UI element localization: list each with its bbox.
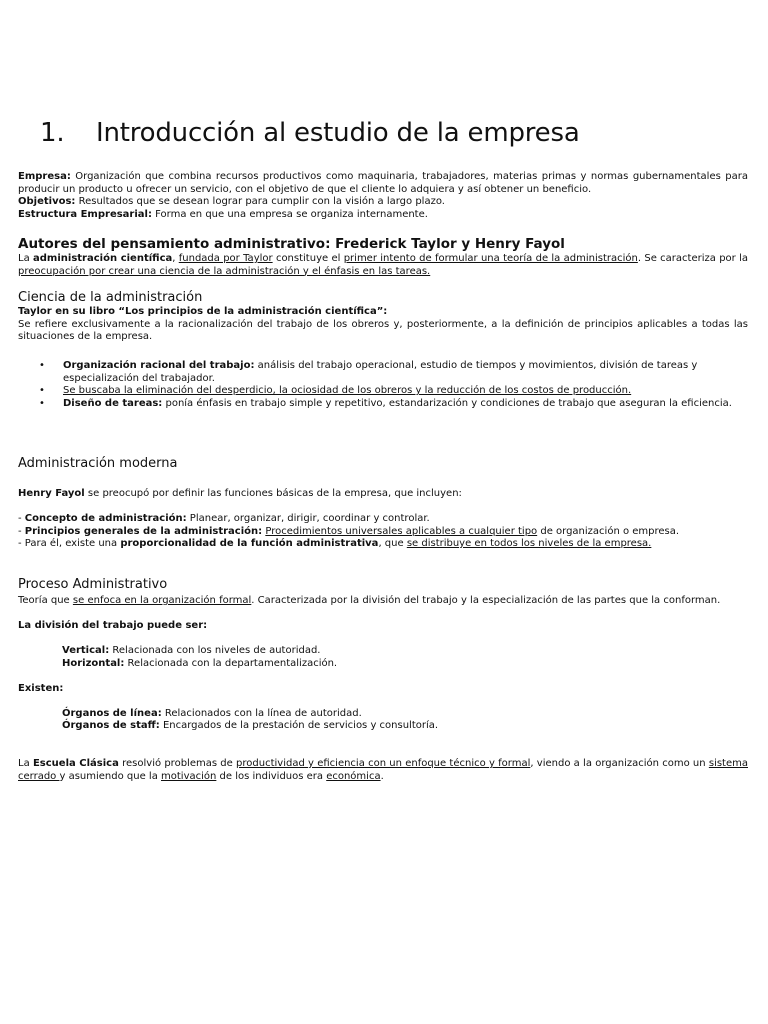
bold-text: Órganos de línea: (62, 707, 162, 719)
list-item (18, 385, 748, 398)
text: ponía énfasis en trabajo simple y repetitivo, estandarización y condiciones de trabajo que aseguran la eficiencia. (162, 397, 732, 409)
page-title (40, 118, 580, 148)
text: - (18, 513, 25, 524)
bold-text: proporcionalidad de la función administrativa (120, 538, 379, 549)
text: Teoría que (18, 595, 73, 606)
list-item (18, 398, 748, 411)
bold-text: Organización racional del trabajo: (63, 360, 255, 371)
fayol-line-principios (18, 526, 748, 539)
bold-text: Horizontal: (62, 657, 125, 669)
bold-text: Concepto de administración: (24, 513, 187, 524)
text: . Se caracteriza por la (637, 253, 748, 264)
text: , viendo a la organización como un (530, 758, 709, 769)
bullet-icon: • (39, 385, 45, 396)
text: y asumiendo que la (59, 770, 162, 782)
term: Empresa: (18, 171, 71, 182)
title-text: Introducción al estudio de la empresa (96, 118, 580, 148)
underlined-text: productividad y eficiencia con un enfoque técnico y formal (236, 758, 531, 769)
bold-text: Escuela Clásica (32, 758, 119, 769)
paragraph-ciencia: Se refiere exclusivamente a la racionalización del trabajo de los obreros y, posteriormente, a la definición de principios aplicables a todas las situaciones de la empresa. (18, 318, 748, 342)
text: de los individuos era (216, 770, 327, 782)
section-heading-moderna: Administración moderna (18, 456, 178, 471)
text: - (18, 525, 25, 537)
paragraph-taylor (18, 253, 748, 278)
definition-text: Resultados que se desean lograr para cumplir con la visión a largo plazo. (75, 196, 445, 207)
text: Encargados de la prestación de servicios y consultoría. (159, 720, 439, 731)
bold-text: Vertical: (62, 645, 110, 656)
definition-objetivos (18, 196, 748, 209)
text: resolvió problemas de (118, 758, 237, 769)
term: Estructura Empresarial: (18, 208, 152, 220)
fayol-line-concepto (18, 513, 748, 526)
underlined-text: se distribuye en todos los niveles de la empresa. (406, 538, 652, 549)
text: de organización o empresa. (537, 525, 680, 537)
bold-text: Órganos de staff: (62, 720, 160, 731)
underlined-text: Se buscaba la eliminación del desperdicio, la ociosidad de los obreros y la reducción de los costos de producción. (63, 385, 632, 396)
bullet-icon: • (39, 397, 45, 409)
underlined-text: económica (326, 770, 381, 782)
list-item (18, 360, 748, 385)
division-horizontal (62, 658, 748, 671)
text: Relacionados con la línea de autoridad. (161, 707, 362, 719)
organos-linea (62, 708, 748, 721)
underlined-text: se enfoca en la organización formal (72, 595, 252, 606)
text: , (172, 253, 179, 264)
underlined-text: sistema cerrado (18, 758, 748, 782)
subtitle-taylor-book: Taylor en su libro “Los principios de la administración científica”: (18, 306, 388, 317)
definition-text: Organización que combina recursos productivos como maquinaria, trabajadores, materias primas y normas gubernamentales para producir un producto u ofrecer un servicio, con el objetivo de que el cliente lo adquiera y así obtener un beneficio. (18, 171, 748, 195)
title-number: 1. (40, 118, 65, 148)
paragraph-proceso (18, 595, 748, 608)
definition-empresa (18, 171, 748, 196)
organos-staff (62, 720, 748, 733)
bold-text: administración científica (33, 253, 173, 264)
text: Relacionada con la departamentalización. (124, 657, 338, 669)
bullet-list (18, 360, 748, 410)
text: análisis del trabajo operacional, estudio de tiempos y movimientos, división de tareas y especialización del trabajador. (63, 360, 698, 384)
text: . Caracterizada por la división del trabajo y la especialización de las partes que la conforman. (251, 595, 721, 606)
text: La (18, 253, 34, 264)
underlined-text: fundada por Taylor (178, 253, 273, 264)
text: se preocupó por definir las funciones básicas de la empresa, que incluyen: (84, 488, 462, 499)
section-heading-autores: Autores del pensamiento administrativo: Frederick Taylor y Henry Fayol (18, 236, 565, 252)
bold-text: Principios generales de la administración: (24, 525, 263, 537)
term: Objetivos: (18, 196, 76, 207)
section-heading-ciencia: Ciencia de la administración (18, 290, 203, 305)
bold-text: Diseño de tareas: (63, 397, 163, 409)
division-label: La división del trabajo puede ser: (18, 620, 208, 631)
text: Planear, organizar, dirigir, coordinar y controlar. (186, 513, 430, 524)
fayol-line-proporcionalidad (18, 538, 748, 551)
paragraph-fayol (18, 488, 748, 501)
definition-text: Forma en que una empresa se organiza internamente. (151, 208, 428, 220)
text: La (18, 758, 33, 769)
underlined-text: primer intento de formular una teoría de la administración (343, 253, 638, 264)
text: . (380, 770, 384, 782)
text: constituye el (272, 253, 344, 264)
existen-label: Existen: (18, 682, 64, 694)
text: , que (378, 538, 407, 549)
paragraph-escuela-clasica (18, 758, 748, 783)
underlined-text: motivación (161, 770, 217, 782)
definition-estructura (18, 209, 748, 222)
underlined-text: preocupación por crear una ciencia de la administración y el énfasis en las tareas. (18, 265, 431, 277)
bullet-icon: • (39, 360, 45, 371)
division-vertical (62, 645, 748, 658)
text: Relacionada con los niveles de autoridad. (109, 645, 321, 656)
text: - Para él, existe una (18, 538, 121, 549)
underlined-text: Procedimientos universales aplicables a cualquier tipo (265, 525, 538, 537)
section-heading-proceso: Proceso Administrativo (18, 577, 168, 592)
bold-text: Henry Fayol (18, 488, 85, 499)
